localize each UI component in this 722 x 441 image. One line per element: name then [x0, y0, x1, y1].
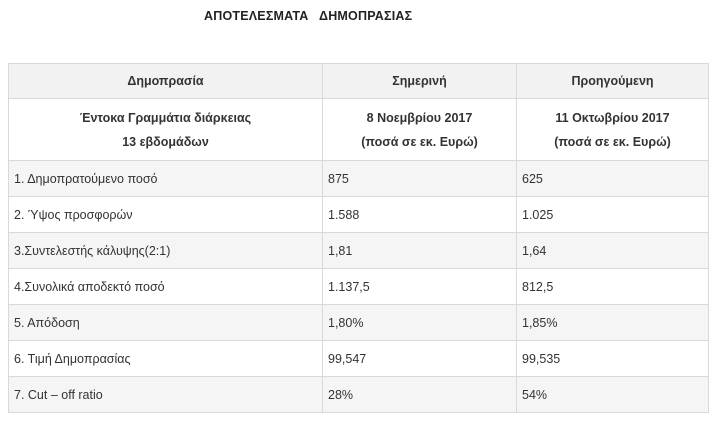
- row-label: 6. Τιμή Δημοπρασίας: [9, 341, 323, 377]
- header-current: Σημερινή: [323, 64, 517, 99]
- row-label: 3.Συντελεστής κάλυψης(2:1): [9, 233, 323, 269]
- current-date-cell: [323, 99, 517, 161]
- table-row: [9, 233, 709, 269]
- instrument-line-2: 13 εβδομάδων: [122, 134, 209, 149]
- row-label: 5. Απόδοση: [9, 305, 323, 341]
- row-label: 7. Cut – off ratio: [9, 377, 323, 413]
- row-current-value: 1.588: [323, 197, 517, 233]
- row-previous-value: 54%: [517, 377, 709, 413]
- table-row: [9, 269, 709, 305]
- row-previous-value: 1,85%: [517, 305, 709, 341]
- row-current-value: 1,81: [323, 233, 517, 269]
- row-current-value: 28%: [323, 377, 517, 413]
- previous-date: 11 Οκτωβρίου 2017: [555, 110, 670, 125]
- row-current-value: 1,80%: [323, 305, 517, 341]
- row-previous-value: 99,535: [517, 341, 709, 377]
- row-current-value: 1.137,5: [323, 269, 517, 305]
- table-row: [9, 377, 709, 413]
- table-row: [9, 197, 709, 233]
- table-header-row: [9, 64, 709, 99]
- previous-date-cell: [517, 99, 709, 161]
- previous-unit: (ποσά σε εκ. Ευρώ): [554, 134, 671, 149]
- current-date: 8 Νοεμβρίου 2017: [366, 110, 473, 125]
- current-unit: (ποσά σε εκ. Ευρώ): [361, 134, 478, 149]
- header-previous: Προηγούμενη: [517, 64, 709, 99]
- instrument-line-1: Έντοκα Γραμμάτια διάρκειας: [79, 110, 252, 125]
- instrument-cell: [9, 99, 323, 161]
- table-row: [9, 161, 709, 197]
- table-row: [9, 305, 709, 341]
- row-label: 2. Ύψος προσφορών: [9, 197, 323, 233]
- row-previous-value: 812,5: [517, 269, 709, 305]
- page-title: ΑΠΟΤΕΛΕΣΜΑΤΑ ΔΗΜΟΠΡΑΣΙΑΣ: [204, 9, 413, 23]
- auction-results-table: [8, 63, 709, 413]
- row-label: 1. Δημοπρατούμενο ποσό: [9, 161, 323, 197]
- row-previous-value: 625: [517, 161, 709, 197]
- row-current-value: 99,547: [323, 341, 517, 377]
- table-subheader-row: [9, 99, 709, 161]
- row-previous-value: 1.025: [517, 197, 709, 233]
- header-auction: Δημοπρασία: [9, 64, 323, 99]
- row-previous-value: 1,64: [517, 233, 709, 269]
- row-current-value: 875: [323, 161, 517, 197]
- table-row: [9, 341, 709, 377]
- row-label: 4.Συνολικά αποδεκτό ποσό: [9, 269, 323, 305]
